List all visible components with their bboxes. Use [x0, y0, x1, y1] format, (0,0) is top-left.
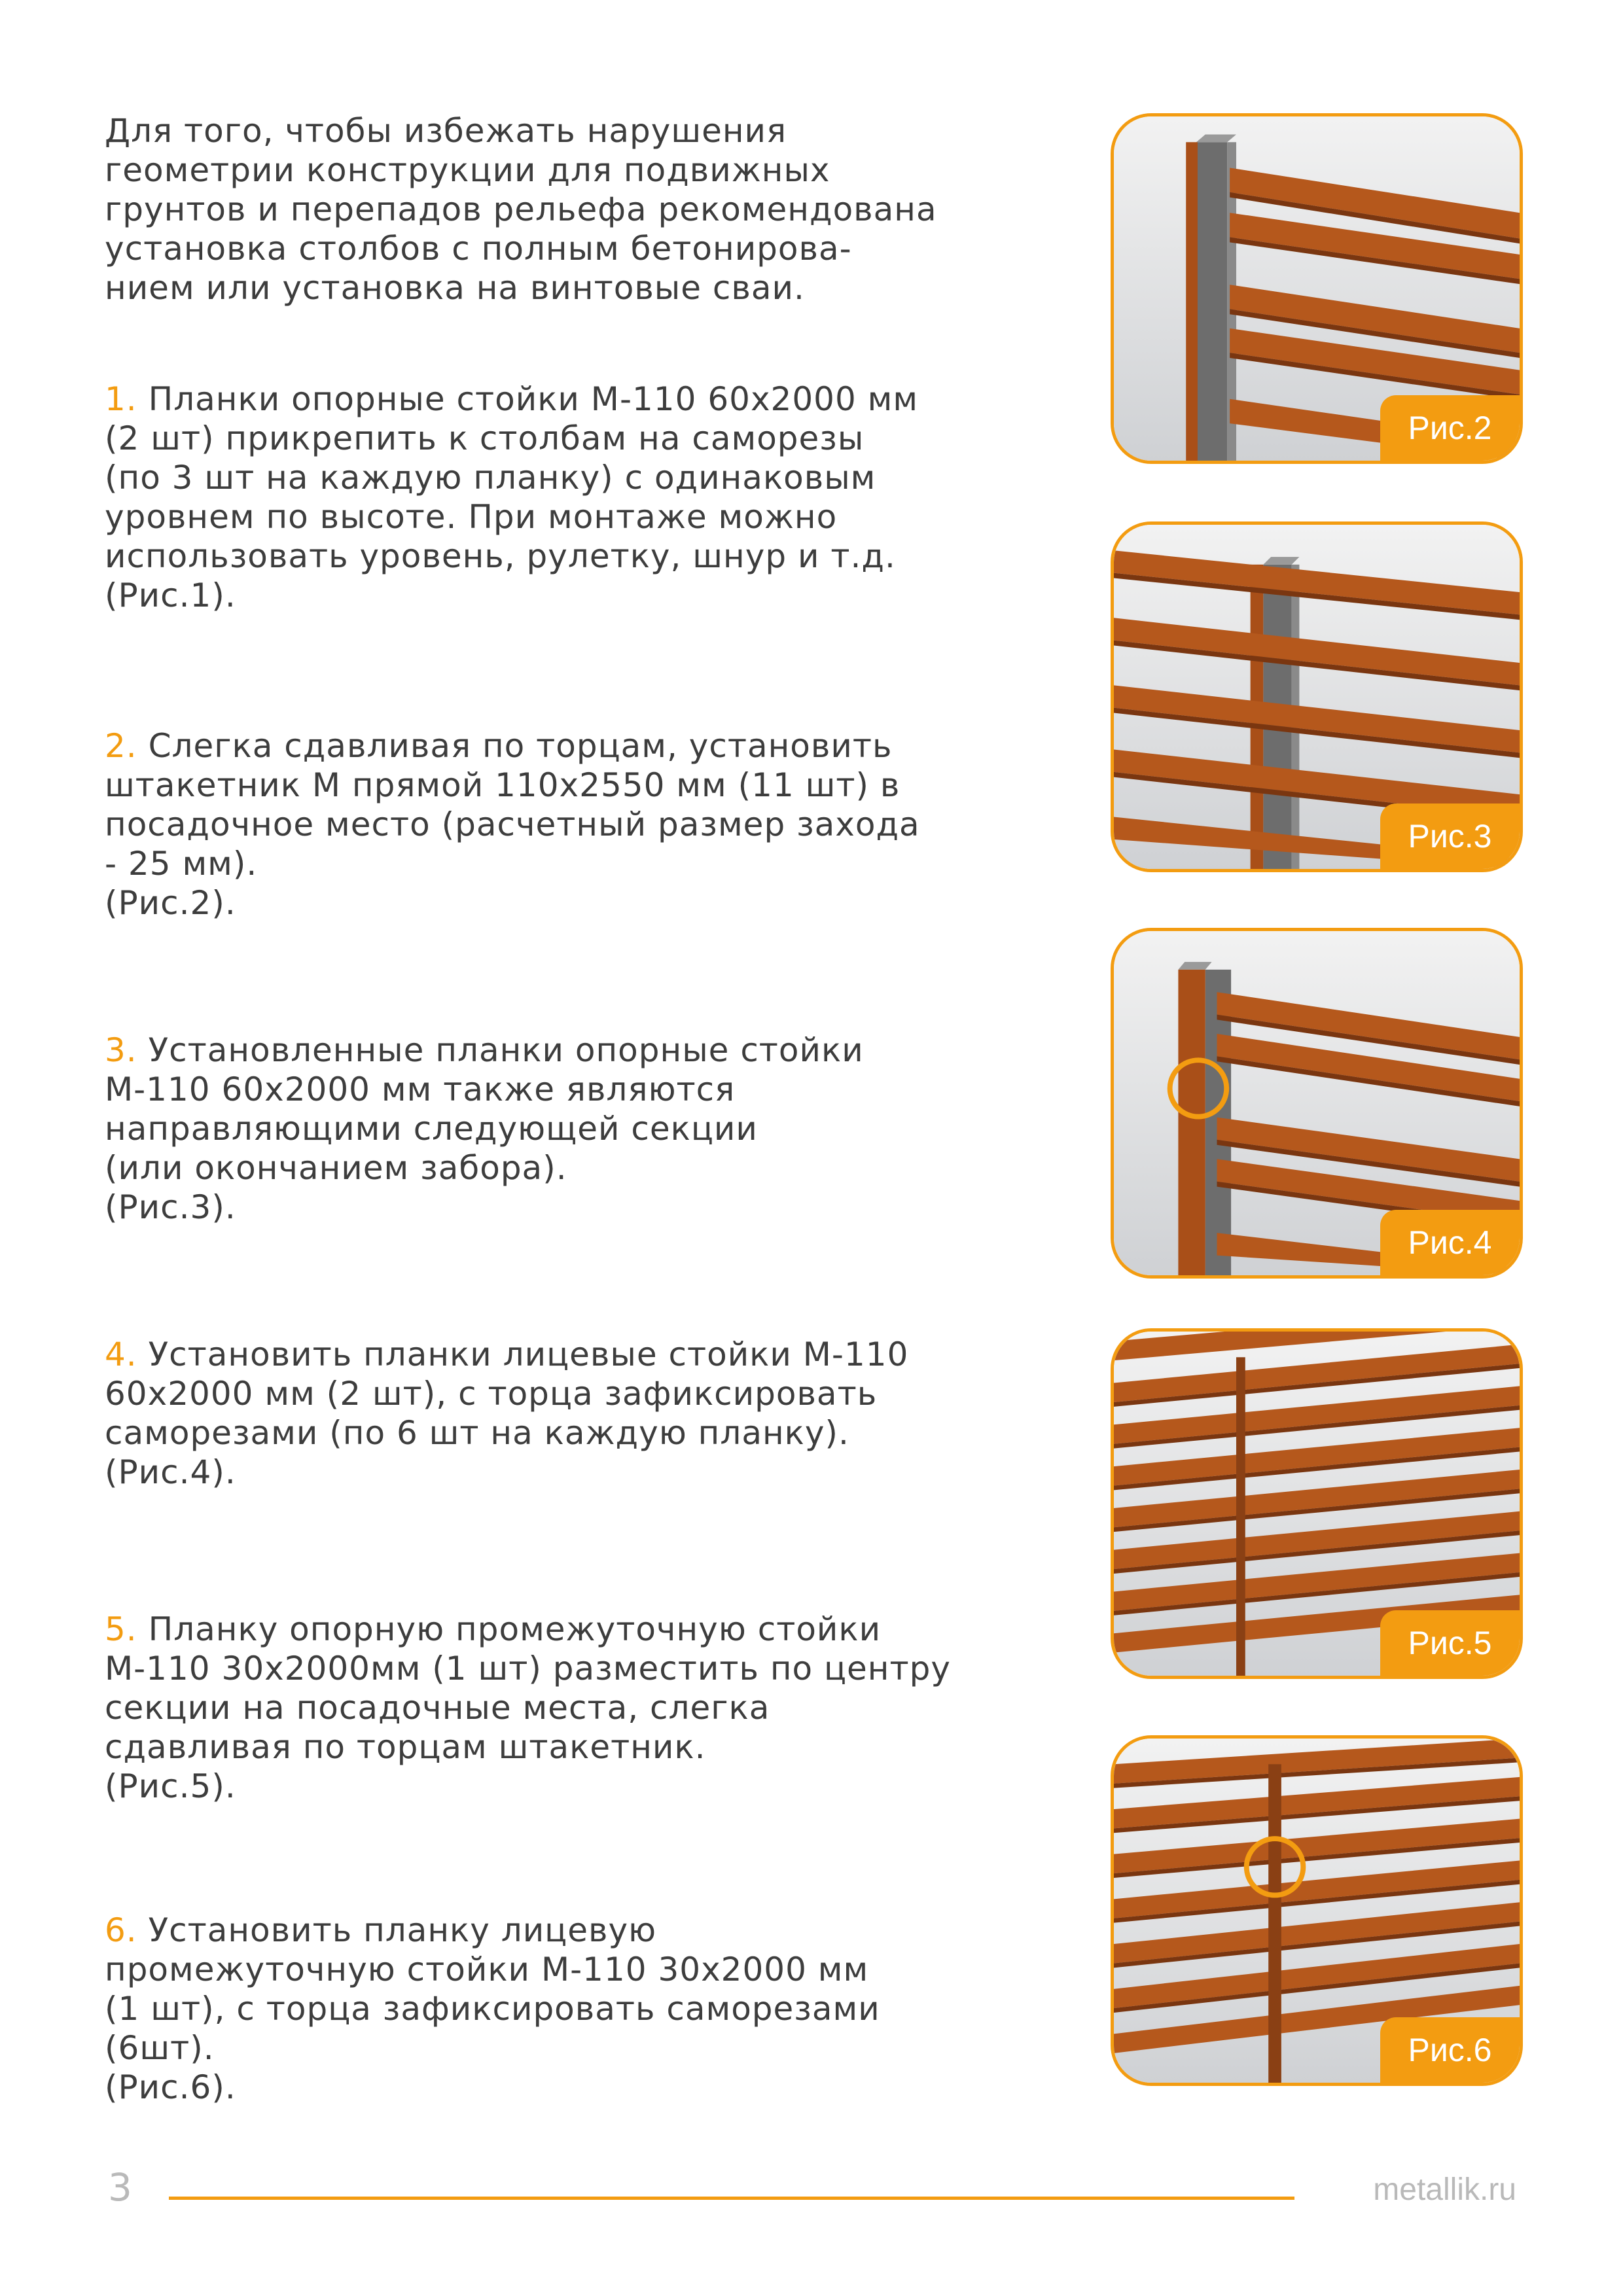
step-text: сдавливая по торцам штакетник. [105, 1728, 706, 1766]
step-number: 5. [105, 1610, 137, 1648]
step-text: Установленные планки опорные стойки [137, 1031, 864, 1069]
step-text: Планки опорные стойки М-110 60х2000 мм [137, 380, 919, 418]
intro-paragraph [105, 111, 1034, 308]
step-text: М-110 30х2000мм (1 шт) разместить по центру [105, 1650, 951, 1687]
step-text: 60х2000 мм (2 шт), с торца зафиксировать [105, 1375, 878, 1413]
figure-label: Рис.6 [1380, 2017, 1520, 2083]
figure-label: Рис.4 [1380, 1210, 1520, 1275]
step-text: (6шт). [105, 2029, 215, 2067]
step-text: (1 шт), с торца зафиксировать саморезами [105, 1990, 880, 2028]
figure-label: Рис.3 [1380, 804, 1520, 869]
step-number: 6. [105, 1911, 137, 1949]
step-text: М-110 60х2000 мм также являются [105, 1070, 736, 1108]
step-text: Установить планку лицевую [137, 1911, 657, 1949]
figure-ris-2 [1111, 113, 1523, 464]
step-text: (Рис.1). [105, 576, 236, 614]
step-text: уровнем по высоте. При монтаже можно [105, 498, 838, 536]
step-3 [105, 1031, 1034, 1227]
step-text: (по 3 шт на каждую планку) с одинаковым [105, 459, 876, 497]
step-text: Установить планки лицевые стойки М-110 [137, 1335, 909, 1373]
step-text: (Рис.6). [105, 2068, 236, 2106]
step-text: (Рис.5). [105, 1767, 236, 1805]
step-number: 1. [105, 380, 137, 418]
step-text: - 25 мм). [105, 845, 258, 883]
step-6 [105, 1911, 1034, 2107]
step-text: посадочное место (расчетный размер захода [105, 805, 920, 843]
step-text: саморезами (по 6 шт на каждую планку). [105, 1414, 849, 1452]
step-5 [105, 1610, 1034, 1806]
step-number: 4. [105, 1335, 137, 1373]
step-text: (2 шт) прикрепить к столбам на саморезы [105, 419, 865, 457]
step-text: Планку опорную промежуточную стойки [137, 1610, 882, 1648]
step-text: направляющими следующей секции [105, 1110, 758, 1148]
intro-line: нием или установка на винтовые сваи. [105, 269, 805, 307]
step-text: Слегка сдавливая по торцам, установить [137, 727, 893, 765]
step-text: (Рис.4). [105, 1453, 236, 1491]
footer-divider [169, 2197, 1294, 2200]
step-text: штакетник М прямой 110х2550 мм (11 шт) в [105, 766, 901, 804]
page-number: 3 [108, 2165, 132, 2210]
figure-ris-3 [1111, 521, 1523, 872]
footer-site-link[interactable]: metallik.ru [1373, 2172, 1516, 2207]
figure-label: Рис.2 [1380, 395, 1520, 461]
step-text: промежуточную стойки М-110 30х2000 мм [105, 1951, 869, 1988]
step-number: 3. [105, 1031, 137, 1069]
step-2 [105, 726, 1034, 923]
figure-ris-5 [1111, 1328, 1523, 1679]
step-4 [105, 1335, 1034, 1492]
step-number: 2. [105, 727, 137, 765]
step-1 [105, 380, 1034, 615]
intro-line: установка столбов с полным бетонирова- [105, 230, 852, 268]
step-text: (Рис.2). [105, 884, 236, 922]
step-text: секции на посадочные места, слегка [105, 1689, 770, 1727]
intro-line: грунтов и перепадов рельефа рекомендована [105, 190, 937, 228]
figure-label: Рис.5 [1380, 1610, 1520, 1676]
step-text: использовать уровень, рулетку, шнур и т.д. [105, 537, 896, 575]
intro-line: геометрии конструкции для подвижных [105, 151, 830, 189]
figure-ris-4 [1111, 928, 1523, 1279]
step-text: (или окончанием забора). [105, 1149, 567, 1187]
figure-ris-6 [1111, 1735, 1523, 2086]
intro-line: Для того, чтобы избежать нарушения [105, 112, 787, 150]
step-text: (Рис.3). [105, 1188, 236, 1226]
